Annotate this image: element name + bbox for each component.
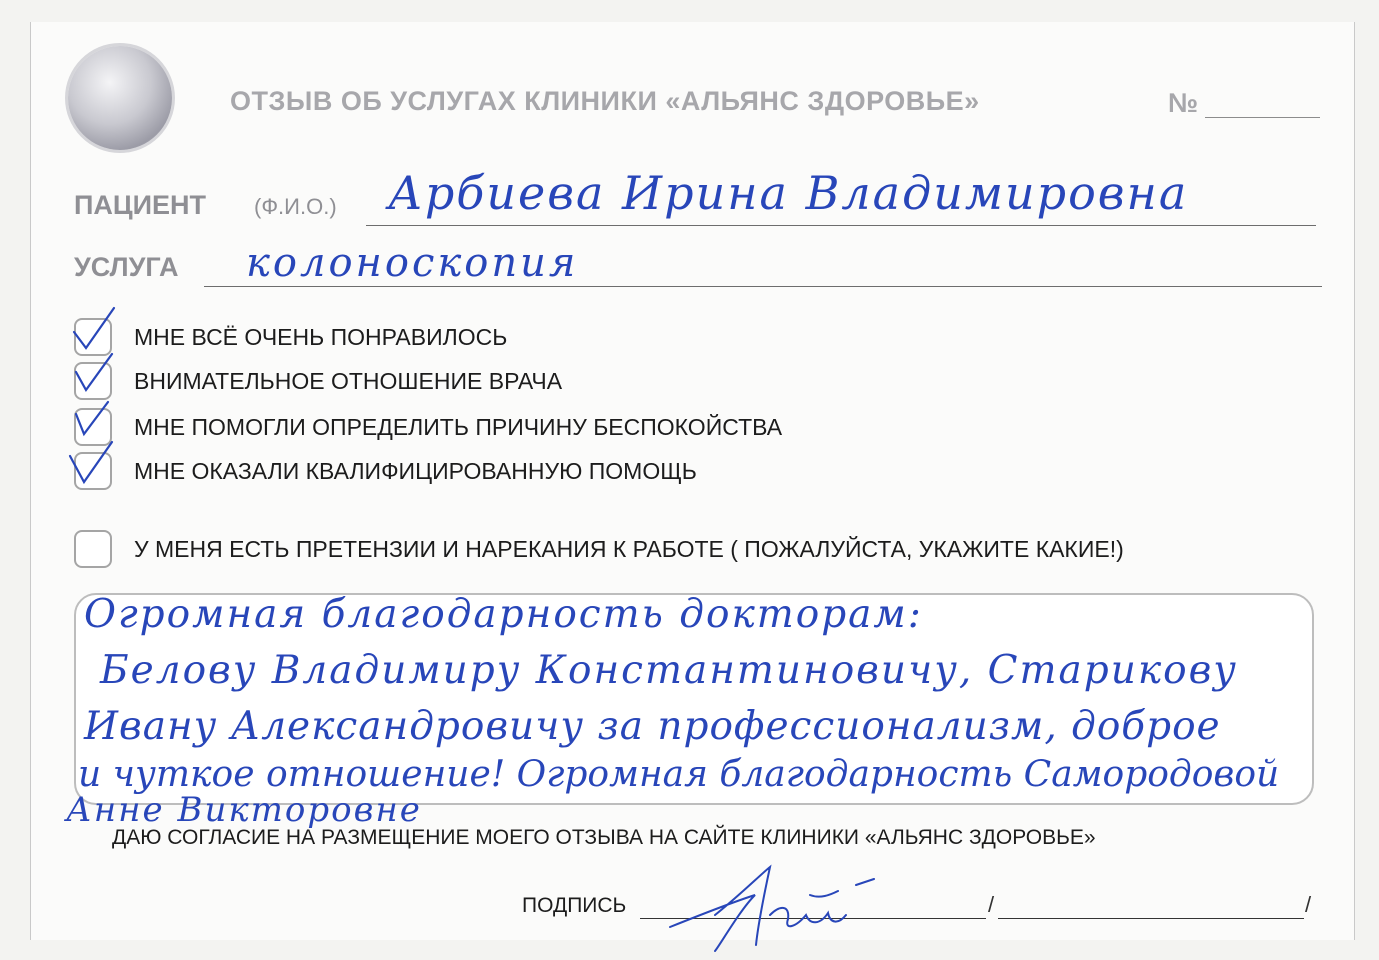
date-separator: /	[1305, 892, 1312, 917]
comment-line: Анне Викторовне	[66, 790, 422, 830]
checkmark-icon	[68, 348, 118, 400]
date-field[interactable]	[998, 918, 1304, 919]
signature-separator: /	[988, 892, 995, 917]
handwritten-signature	[660, 855, 890, 955]
checkbox[interactable]	[74, 530, 112, 568]
option-label: У МЕНЯ ЕСТЬ ПРЕТЕНЗИИ И НАРЕКАНИЯ К РАБОТЕ ( ПОЖАЛУЙСТА, УКАЖИТЕ КАКИЕ!)	[134, 536, 1124, 562]
service-field-line	[204, 286, 1322, 287]
number-label: №	[1168, 88, 1199, 118]
patient-label: ПАЦИЕНТ	[74, 190, 207, 220]
comment-line: Белову Владимиру Константиновичу, Старикову	[100, 648, 1238, 693]
comment-line: Ивану Александровичу за профессионализм, доброе	[84, 704, 1221, 749]
consent-text: ДАЮ СОГЛАСИЕ НА РАЗМЕЩЕНИЕ МОЕГО ОТЗЫВА НА САЙТЕ КЛИНИКИ «АЛЬЯНС ЗДОРОВЬЕ»	[112, 826, 1096, 849]
comment-line: Огромная благодарность докторам:	[84, 592, 923, 637]
service-handwritten[interactable]: колоноскопия	[246, 240, 579, 286]
patient-name-handwritten[interactable]: Арбиева Ирина Владимировна	[388, 166, 1189, 220]
comment-line: и чуткое отношение! Огромная благодарность Самородовой	[78, 754, 1280, 795]
checkmark-icon	[68, 438, 118, 490]
patient-field-line	[366, 225, 1316, 226]
option-label: МНЕ ВСЁ ОЧЕНЬ ПОНРАВИЛОСЬ	[134, 324, 508, 350]
option-label: МНЕ ПОМОГЛИ ОПРЕДЕЛИТЬ ПРИЧИНУ БЕСПОКОЙСТВА	[134, 414, 783, 440]
option-label: ВНИМАТЕЛЬНОЕ ОТНОШЕНИЕ ВРАЧА	[134, 368, 563, 394]
form-title: ОТЗЫВ ОБ УСЛУГАХ КЛИНИКИ «АЛЬЯНС ЗДОРОВЬЕ»	[230, 86, 980, 116]
patient-sub-label: (Ф.И.О.)	[254, 194, 337, 219]
option-label: МНЕ ОКАЗАЛИ КВАЛИФИЦИРОВАННУЮ ПОМОЩЬ	[134, 458, 697, 484]
service-label: УСЛУГА	[74, 252, 179, 282]
number-field[interactable]	[1205, 117, 1320, 118]
signature-label: ПОДПИСЬ	[522, 894, 627, 917]
clinic-logo	[68, 46, 172, 150]
